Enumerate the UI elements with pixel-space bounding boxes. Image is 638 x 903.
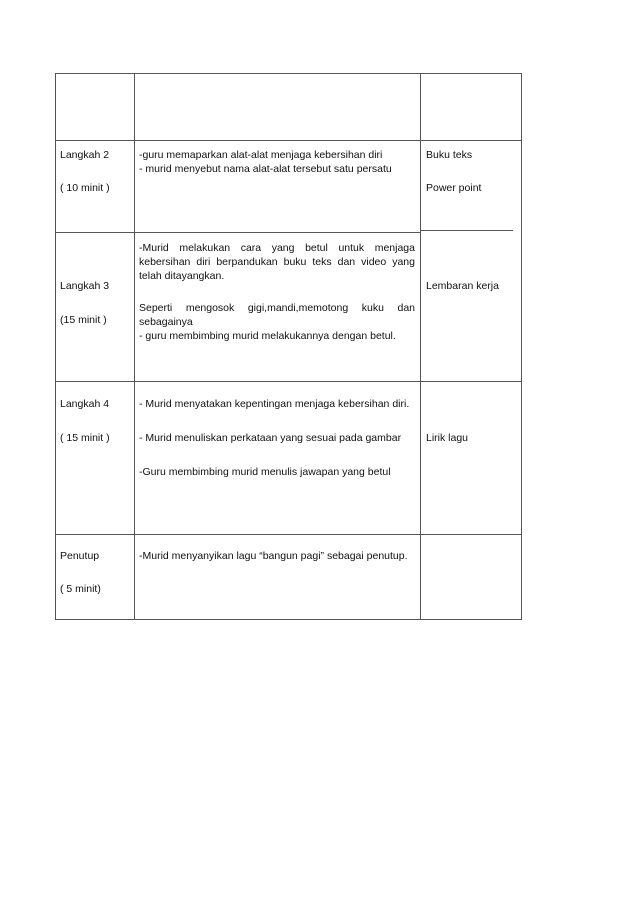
row-2-time-cell: [60, 313, 132, 327]
resource-item: Lirik lagu: [426, 432, 469, 444]
row-2-step-cell: [60, 279, 132, 293]
resource-item: Lembaran kerja: [426, 280, 499, 292]
row-3-time-cell: [60, 431, 132, 445]
step-label: Langkah 2: [60, 149, 110, 161]
table-border-top: [55, 73, 522, 74]
row-4-step-cell: [60, 549, 132, 563]
activity-line: Seperti mengosok gigi,mandi,memotong kuku dan: [139, 302, 415, 314]
row-2-activity-cell: [139, 241, 415, 343]
table-border-left: [55, 73, 56, 620]
activity-line: sebagainya: [139, 316, 193, 328]
row-3-resource-cell: [426, 431, 518, 445]
step-duration: ( 15 minit ): [60, 432, 110, 444]
table-border-right: [521, 73, 522, 620]
row-2-resource-cell: [426, 279, 518, 293]
activity-line: - Murid menuliskan perkataan yang sesuai pada gambar: [139, 432, 402, 444]
step-label: Penutup: [60, 550, 100, 562]
table-divider-1: [134, 73, 135, 620]
row-4-activity-cell: [139, 549, 417, 563]
row-3-step-cell: [60, 397, 132, 411]
activity-line: kebersihan diri berpandukan buku teks dan video yang: [139, 256, 415, 268]
step-duration: ( 10 minit ): [60, 182, 110, 194]
row-divider-1: [55, 140, 522, 141]
activity-line: -Murid menyanyikan lagu “bangun pagi” sebagai penutup.: [139, 550, 408, 562]
row-divider-4: [55, 534, 522, 535]
activity-line: telah ditayangkan.: [139, 270, 225, 282]
row-1-resource-cell: [426, 148, 518, 162]
row-1-activity-cell: [139, 148, 417, 176]
row-1-resource-cell-2: [426, 181, 518, 195]
row-3-activity-cell: [139, 397, 417, 479]
step-label: Langkah 4: [60, 398, 110, 410]
activity-line: -Murid melakukan cara yang betul untuk menjaga: [139, 242, 415, 254]
activity-line: - Murid menyatakan kepentingan menjaga kebersihan diri.: [139, 398, 410, 410]
row-divider-3: [55, 381, 522, 382]
row-1-time-cell: [60, 181, 132, 195]
row-divider-2b: [420, 230, 513, 231]
activity-line: - guru membimbing murid melakukannya dengan betul.: [139, 330, 396, 342]
table-divider-2: [420, 73, 421, 620]
activity-line: -guru memaparkan alat-alat menjaga kebersihan diri: [139, 149, 383, 161]
row-1-step-cell: [60, 148, 132, 162]
step-label: Langkah 3: [60, 280, 110, 292]
resource-item: Power point: [426, 182, 482, 194]
activity-line: -Guru membimbing murid menulis jawapan yang betul: [139, 466, 391, 478]
row-4-time-cell: [60, 582, 132, 596]
step-duration: ( 5 minit): [60, 583, 101, 595]
activity-line: - murid menyebut nama alat-alat tersebut satu persatu: [139, 163, 392, 175]
step-duration: (15 minit ): [60, 314, 107, 326]
table-border-bottom: [55, 619, 522, 620]
resource-item: Buku teks: [426, 149, 473, 161]
row-divider-2a: [55, 232, 420, 233]
